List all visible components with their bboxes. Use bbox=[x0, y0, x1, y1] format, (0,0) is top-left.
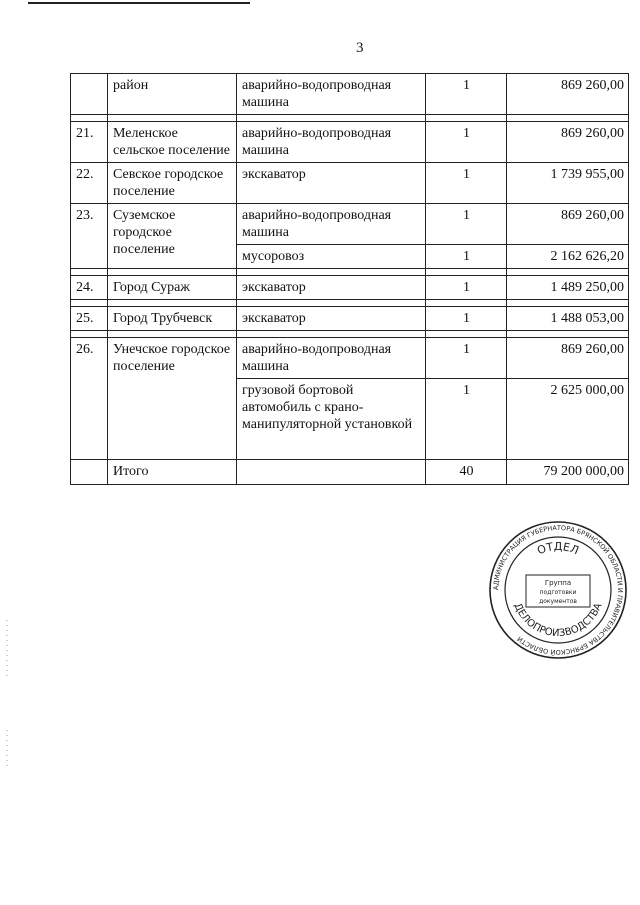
row-number: 25. bbox=[71, 307, 108, 331]
amount-cell: 869 260,00 bbox=[507, 122, 629, 163]
table-row bbox=[71, 204, 629, 245]
equipment-name: экскаватор bbox=[237, 276, 426, 300]
page-number: 3 bbox=[356, 40, 364, 56]
quantity-cell: 1 bbox=[426, 338, 507, 379]
row-number bbox=[71, 74, 108, 115]
municipality-name: Унечское городское поселение bbox=[108, 338, 237, 460]
amount-cell: 1 488 053,00 bbox=[507, 307, 629, 331]
stamp-center-line: подготовки bbox=[539, 589, 577, 596]
amount-cell: 2 162 626,20 bbox=[507, 245, 629, 269]
quantity-cell: 1 bbox=[426, 74, 507, 115]
equipment-name: аварийно-водопроводная машина bbox=[237, 74, 426, 115]
amount-cell: 869 260,00 bbox=[507, 338, 629, 379]
stamp-center-line: Группа bbox=[544, 579, 572, 587]
equipment-name: экскаватор bbox=[237, 307, 426, 331]
official-stamp bbox=[488, 520, 628, 660]
row-gap bbox=[71, 115, 629, 122]
stamp-outer-text: АДМИНИСТРАЦИЯ ГУБЕРНАТОРА БРЯНСКОЙ ОБЛАСТИ И ПРАВИТЕЛЬСТВА БРЯНСКОЙ ОБЛАСТИ bbox=[491, 523, 625, 657]
stamp-bottom-text: ДЕЛОПРОИЗВОДСТВА bbox=[511, 601, 605, 640]
table-row bbox=[71, 307, 629, 331]
amount-cell: 2 625 000,00 bbox=[507, 379, 629, 460]
quantity-cell: 1 bbox=[426, 245, 507, 269]
municipality-name: Суземское городское поселение bbox=[108, 204, 237, 269]
equipment-name: мусоровоз bbox=[237, 245, 426, 269]
equipment-name: аварийно-водопроводная машина bbox=[237, 204, 426, 245]
equipment-name bbox=[237, 460, 426, 485]
quantity-cell: 1 bbox=[426, 122, 507, 163]
header-rule bbox=[28, 2, 250, 4]
binding-marks bbox=[6, 730, 8, 770]
allocation-table bbox=[70, 73, 629, 485]
amount-cell: 1 739 955,00 bbox=[507, 163, 629, 204]
total-label: Итого bbox=[108, 460, 237, 485]
quantity-cell: 1 bbox=[426, 276, 507, 300]
row-number: 26. bbox=[71, 338, 108, 460]
row-gap bbox=[71, 331, 629, 338]
total-amount: 79 200 000,00 bbox=[507, 460, 629, 485]
quantity-cell: 1 bbox=[426, 379, 507, 460]
equipment-name: экскаватор bbox=[237, 163, 426, 204]
municipality-name: район bbox=[108, 74, 237, 115]
municipality-name: Город Сураж bbox=[108, 276, 237, 300]
municipality-name: Севское городское поселение bbox=[108, 163, 237, 204]
table-row bbox=[71, 74, 629, 115]
total-row bbox=[71, 460, 629, 485]
table-row bbox=[71, 163, 629, 204]
row-number: 23. bbox=[71, 204, 108, 269]
amount-cell: 869 260,00 bbox=[507, 74, 629, 115]
row-number: 24. bbox=[71, 276, 108, 300]
row-number bbox=[71, 460, 108, 485]
equipment-name: аварийно-водопроводная машина bbox=[237, 338, 426, 379]
quantity-cell: 1 bbox=[426, 163, 507, 204]
stamp-center-line: документов bbox=[539, 598, 577, 605]
table-row bbox=[71, 338, 629, 379]
equipment-name: грузовой бортовой автомобиль с крано-манипуляторной установкой bbox=[237, 379, 426, 460]
amount-cell: 869 260,00 bbox=[507, 204, 629, 245]
amount-cell: 1 489 250,00 bbox=[507, 276, 629, 300]
quantity-cell: 1 bbox=[426, 307, 507, 331]
total-quantity: 40 bbox=[426, 460, 507, 485]
equipment-name: аварийно-водопроводная машина bbox=[237, 122, 426, 163]
binding-marks bbox=[6, 620, 8, 680]
row-number: 22. bbox=[71, 163, 108, 204]
municipality-name: Меленское сельское поселение bbox=[108, 122, 237, 163]
table-row bbox=[71, 276, 629, 300]
municipality-name: Город Трубчевск bbox=[108, 307, 237, 331]
row-gap bbox=[71, 300, 629, 307]
row-number: 21. bbox=[71, 122, 108, 163]
table-row bbox=[71, 122, 629, 163]
stamp-top-text: ОТДЕЛ bbox=[535, 539, 581, 558]
quantity-cell: 1 bbox=[426, 204, 507, 245]
row-gap bbox=[71, 269, 629, 276]
